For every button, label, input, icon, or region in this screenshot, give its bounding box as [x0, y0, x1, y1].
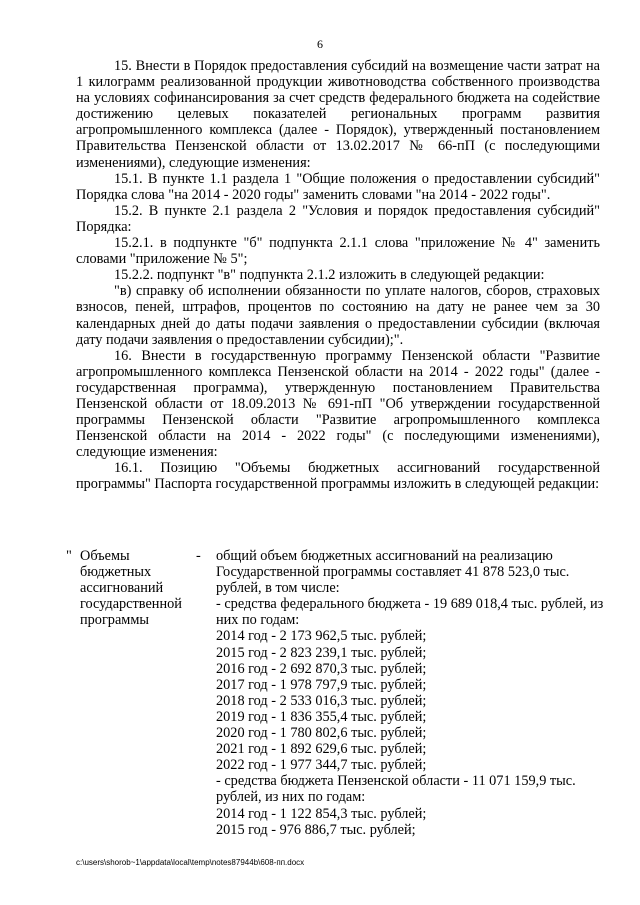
budget-line-year: 2018 год - 2 533 016,3 тыс. рублей;: [216, 692, 427, 709]
budget-line-year: 2014 год - 1 122 854,3 тыс. рублей;: [216, 805, 427, 822]
budget-line-regional: - средства бюджета Пензенской области - 11 071 159,9 тыс. рублей, из них по годам:: [216, 773, 576, 806]
budget-line-year: 2014 год - 2 173 962,5 тыс. рублей;: [216, 628, 427, 645]
budget-line-year: 2015 год - 976 886,7 тыс. рублей;: [216, 821, 416, 838]
paragraph-16-1: 16.1. Позицию "Объемы бюджетных ассигнований государственной программы" Паспорта государственной программы изложить в следующей редакции:: [76, 460, 600, 493]
budget-line-total: общий объем бюджетных ассигнований на реализацию Государственной программы составляет 41 878 523,0 тыс. рублей, в том числе:: [216, 548, 570, 597]
paragraph-15-1: 15.1. В пункте 1.1 раздела 1 "Общие положения о предоставлении субсидий" Порядка слова "на 2014 - 2020 годы" заменить словами "на 2014 - 2022 годы".: [76, 170, 600, 203]
budget-label: Объемы бюджетных ассигнований государственной программы: [80, 548, 182, 629]
budget-line-year: 2019 год - 1 836 355,4 тыс. рублей;: [216, 708, 427, 725]
budget-values: [216, 548, 606, 838]
paragraph-15-2-1: 15.2.1. в подпункте "б" подпункта 2.1.1 слова "приложение № 4" заменить словами "приложение № 5";: [76, 235, 600, 268]
budget-line-year: 2016 год - 2 692 870,3 тыс. рублей;: [216, 660, 427, 677]
open-quote: ": [66, 548, 72, 564]
document-body: [76, 58, 600, 493]
paragraph-15-2-2: 15.2.2. подпункт "в" подпункта 2.1.2 изложить в следующей редакции:: [114, 267, 545, 284]
budget-line-year: 2021 год - 1 892 629,6 тыс. рублей;: [216, 741, 427, 758]
budget-line-year: 2022 год - 1 977 344,7 тыс. рублей;: [216, 757, 427, 774]
file-path-footer: c:\users\shorob~1\appdata\local\temp\notes87944b\608-пп.docx: [76, 858, 305, 867]
page-number: 6: [317, 37, 323, 51]
budget-line-year: 2015 год - 2 823 239,1 тыс. рублей;: [216, 644, 427, 661]
budget-line-year: 2020 год - 1 780 802,6 тыс. рублей;: [216, 725, 427, 742]
paragraph-15-2: 15.2. В пункте 2.1 раздела 2 "Условия и порядок предоставления субсидий" Порядка:: [76, 202, 600, 235]
paragraph-quote-v: "в) справку об исполнении обязанности по уплате налогов, сборов, страховых взносов, пеней, штрафов, процентов по состоянию на дату не ранее чем за 30 календарных дней до даты подачи заявления о предоставлении субсидии (включая дату подачи заявления о предоставлении субсидии);".: [76, 283, 600, 348]
paragraph-15: 15. Внести в Порядок предоставления субсидий на возмещение части затрат на 1 килограмм реализованной продукции животноводства собственного производства на условиях софинансирования за счет средств федерального бюджета на содействие достижению целевых показателей региональных программ развития агропромышленного комплекса (далее - Порядок), утвержденный постановлением Правительства Пензенской области от 13.02.2017 № 66-пП (с последующими изменениями), следующие изменения:: [76, 58, 600, 171]
budget-line-year: 2017 год - 1 978 797,9 тыс. рублей;: [216, 676, 427, 693]
label-dash: -: [196, 548, 201, 564]
table-row: [66, 548, 606, 838]
budget-line-federal: - средства федерального бюджета - 19 689 018,4 тыс. рублей, из них по годам:: [216, 596, 604, 629]
budget-allocation-table: [66, 548, 606, 838]
paragraph-16: 16. Внести в государственную программу Пензенской области "Развитие агропромышленного комплекса Пензенской области на 2014 - 2022 годы" (далее - государственная программа), утвержденную постановлением Правительства Пензенской области от 18.09.2013 № 691-пП "Об утверждении государственной программы Пензенской области "Развитие агропромышленного комплекса Пензенской области на 2014 - 2022 годы" (с последующими изменениями), следующие изменения:: [76, 347, 600, 461]
